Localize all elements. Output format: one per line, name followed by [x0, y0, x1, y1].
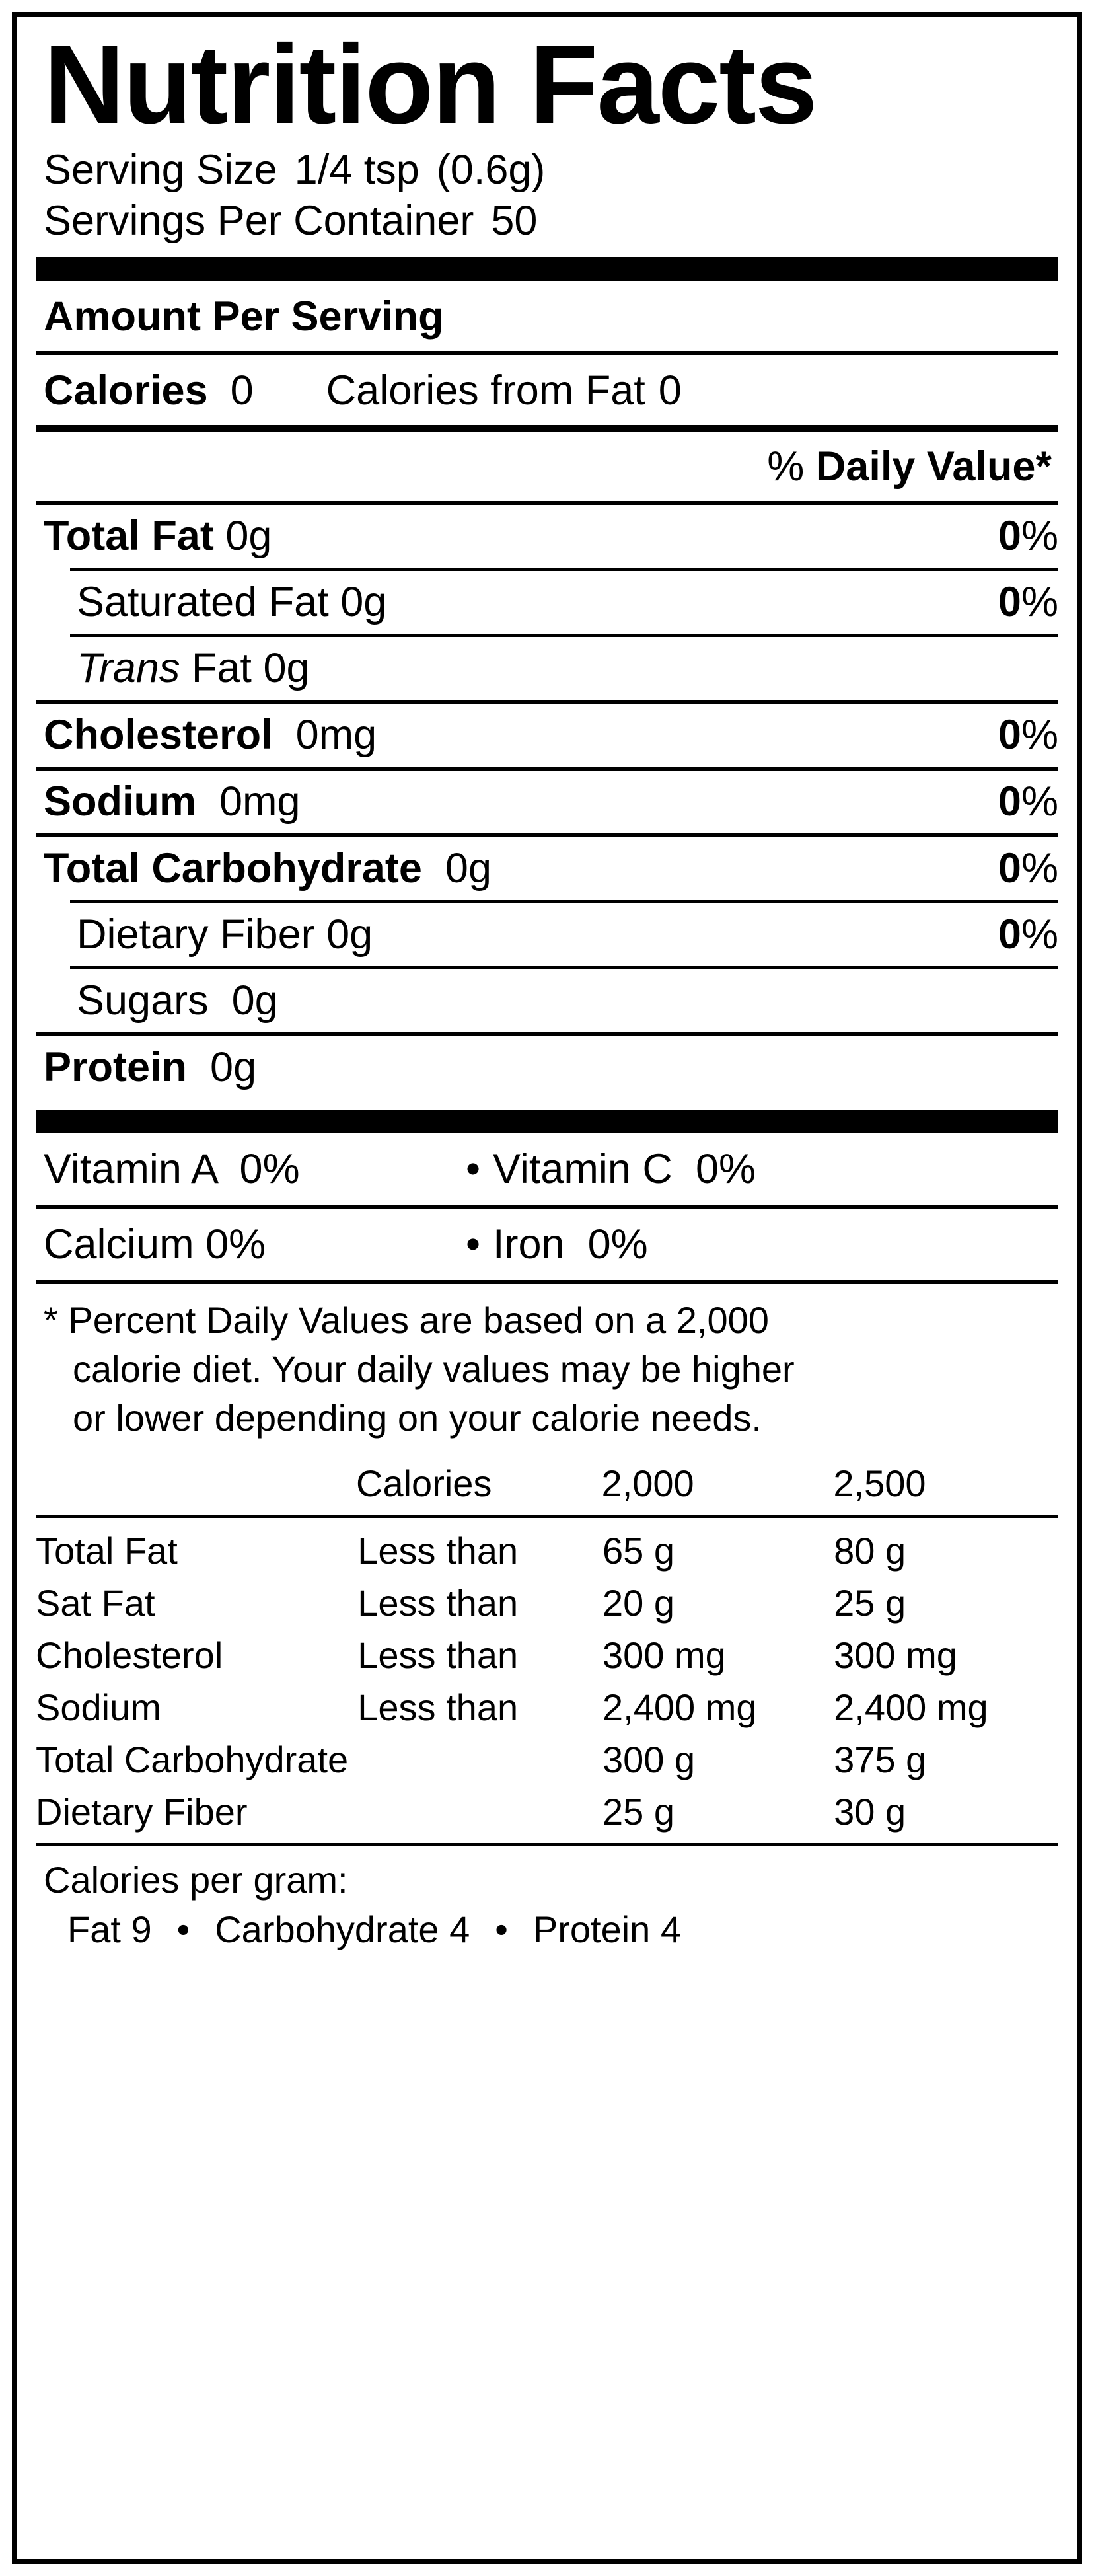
nutrient-dv: 0 — [998, 911, 1021, 958]
dv-row-2000: 2,400 mg — [602, 1686, 757, 1728]
nutrient-row-sugars — [36, 969, 1058, 1032]
nutrient-amount: 0g — [326, 911, 373, 958]
table-row — [36, 1629, 1058, 1681]
nutrient-name: Dietary Fiber — [77, 911, 315, 958]
calories-per-gram-values — [36, 1904, 1058, 1951]
nutrient-row-saturated-fat — [36, 571, 1058, 634]
calories-value: 0 — [230, 367, 254, 414]
dv-row-name: Sodium — [36, 1686, 161, 1728]
amount-per-serving-heading: Amount Per Serving — [44, 293, 444, 340]
nutrient-name: Total Fat — [44, 513, 214, 560]
nutrition-facts-label — [12, 12, 1082, 2564]
nutrient-dv-percent: % — [1021, 911, 1058, 958]
nutrient-row-protein — [36, 1036, 1058, 1099]
page-title: Nutrition Facts — [44, 22, 817, 147]
vitamin-row-calcium-iron — [36, 1209, 1058, 1280]
nutrient-row-total-carbohydrate — [36, 837, 1058, 900]
calories-label: Calories — [44, 367, 208, 414]
nutrient-name: Saturated Fat — [77, 579, 329, 626]
divider-table-header — [36, 1515, 1058, 1518]
serving-size-line — [44, 145, 1058, 196]
vitamin-name: Calcium — [44, 1221, 194, 1268]
calories-row — [36, 355, 1058, 425]
dv-row-2500: 30 g — [834, 1790, 906, 1833]
dv-row-2500: 80 g — [834, 1529, 906, 1572]
table-row — [36, 1577, 1058, 1629]
table-header-2500: 2,500 — [833, 1462, 926, 1504]
vitamin-value: 0 — [239, 1146, 263, 1193]
table-row — [36, 1733, 1058, 1786]
nutrient-amount: 0g — [263, 645, 310, 692]
table-row — [36, 1786, 1058, 1838]
dv-row-name: Sat Fat — [36, 1581, 155, 1624]
dv-row-less-than — [357, 1733, 602, 1786]
dv-row-less-than: Less than — [357, 1686, 519, 1728]
vitamin-value: 0 — [587, 1221, 611, 1268]
vitamin-value: 0 — [695, 1146, 719, 1193]
nutrient-name-italic: Trans — [77, 645, 180, 692]
dv-row-2000: 20 g — [602, 1581, 675, 1624]
servings-per-container-line — [44, 196, 1058, 246]
dv-row-2500: 2,400 mg — [834, 1686, 988, 1728]
vitamin-percent: % — [610, 1221, 648, 1268]
nutrient-dv-percent: % — [1021, 513, 1058, 560]
bullet-separator-icon: • — [495, 1908, 508, 1950]
nutrient-amount: 0mg — [295, 712, 377, 759]
nutrient-row-trans-fat — [36, 637, 1058, 700]
daily-value-table-body — [36, 1525, 1058, 1838]
vitamin-name: Vitamin C — [493, 1146, 673, 1193]
dv-row-2000: 25 g — [602, 1790, 675, 1833]
table-header-row — [36, 1457, 1058, 1509]
table-header-blank — [36, 1457, 356, 1509]
dv-row-name: Total Carbohydrate — [36, 1738, 349, 1780]
daily-value-footnote — [36, 1284, 1058, 1451]
divider-thick-top — [36, 257, 1058, 281]
calories-per-gram-carbohydrate: Carbohydrate 4 — [215, 1908, 470, 1950]
nutrient-amount: 0g — [340, 579, 387, 626]
bullet-separator-icon: • — [465, 1221, 481, 1268]
vitamin-value: 0 — [205, 1221, 229, 1268]
daily-value-text: Daily Value* — [815, 443, 1052, 490]
dv-row-2000: 300 g — [602, 1738, 696, 1780]
vitamin-row-a-c — [36, 1133, 1058, 1205]
footnote-line-1: * Percent Daily Values are based on a 2,000 — [44, 1299, 769, 1342]
nutrient-amount: 0g — [225, 513, 272, 560]
dv-row-2500: 375 g — [834, 1738, 927, 1780]
nutrient-dv-percent: % — [1021, 712, 1058, 759]
calories-from-fat-label: Calories from Fat — [326, 367, 645, 414]
footnote-line-3: or lower depending on your calorie needs. — [73, 1396, 762, 1439]
serving-size-metric: (0.6g) — [436, 147, 546, 194]
serving-size-value: 1/4 tsp — [294, 147, 419, 194]
nutrient-amount: 0g — [210, 1044, 257, 1091]
divider-thick-vitamins — [36, 1110, 1058, 1133]
dv-row-less-than: Less than — [357, 1581, 519, 1624]
nutrient-row-dietary-fiber — [36, 903, 1058, 966]
nutrient-dv: 0 — [998, 513, 1021, 560]
dv-row-2500: 300 mg — [834, 1634, 957, 1676]
table-header-calories: Calories — [356, 1462, 492, 1504]
nutrient-dv-percent: % — [1021, 845, 1058, 892]
nutrient-amount: 0g — [231, 977, 278, 1024]
nutrient-row-total-fat — [36, 505, 1058, 568]
dv-row-2500: 25 g — [834, 1581, 906, 1624]
nutrient-dv: 0 — [998, 778, 1021, 825]
calories-per-gram-label: Calories per gram: — [44, 1858, 348, 1901]
vitamin-name: Vitamin A — [44, 1146, 217, 1193]
servings-per-container-value: 50 — [491, 198, 538, 245]
divider-below-calories — [36, 425, 1058, 432]
nutrient-name: Sodium — [44, 778, 196, 825]
nutrient-dv: 0 — [998, 712, 1021, 759]
dv-row-name: Total Fat — [36, 1529, 178, 1572]
vitamin-percent: % — [719, 1146, 756, 1193]
nutrient-row-sodium — [36, 771, 1058, 833]
table-row — [36, 1681, 1058, 1733]
bullet-separator-icon: • — [176, 1908, 190, 1950]
nutrient-name: Total Carbohydrate — [44, 845, 422, 892]
nutrient-dv: 0 — [998, 579, 1021, 626]
dv-row-less-than: Less than — [357, 1529, 519, 1572]
nutrient-name: Fat — [191, 645, 252, 692]
nutrient-dv-percent: % — [1021, 579, 1058, 626]
vitamin-name: Iron — [493, 1221, 565, 1268]
nutrient-name: Protein — [44, 1044, 188, 1091]
divider-above-calories-per-gram — [36, 1843, 1058, 1846]
calories-per-gram-protein: Protein 4 — [532, 1908, 681, 1950]
nutrient-dv: 0 — [998, 845, 1021, 892]
vitamin-percent: % — [262, 1146, 300, 1193]
nutrient-dv-percent: % — [1021, 778, 1058, 825]
daily-value-table — [36, 1457, 1058, 1509]
bullet-separator-icon: • — [465, 1146, 481, 1193]
dv-row-less-than: Less than — [357, 1634, 519, 1676]
footnote-line-2: calorie diet. Your daily values may be higher — [73, 1348, 795, 1390]
serving-size-label: Serving Size — [44, 147, 277, 194]
vitamin-percent: % — [229, 1221, 266, 1268]
calories-from-fat-value: 0 — [658, 367, 682, 414]
nutrient-row-cholesterol — [36, 704, 1058, 767]
table-header-2000: 2,000 — [601, 1462, 694, 1504]
dv-row-name: Cholesterol — [36, 1634, 223, 1676]
dv-row-name: Dietary Fiber — [36, 1790, 248, 1833]
table-row — [36, 1525, 1058, 1577]
daily-value-percent-symbol: % — [767, 443, 805, 490]
nutrient-amount: 0mg — [219, 778, 301, 825]
servings-per-container-label: Servings Per Container — [44, 198, 474, 245]
calories-per-gram-fat: Fat 9 — [67, 1908, 152, 1950]
daily-value-header — [36, 432, 1058, 501]
nutrient-amount: 0g — [445, 845, 492, 892]
dv-row-less-than — [357, 1786, 602, 1838]
nutrient-name: Cholesterol — [44, 712, 273, 759]
dv-row-2000: 65 g — [602, 1529, 675, 1572]
dv-row-2000: 300 mg — [602, 1634, 726, 1676]
nutrient-name: Sugars — [77, 977, 209, 1024]
